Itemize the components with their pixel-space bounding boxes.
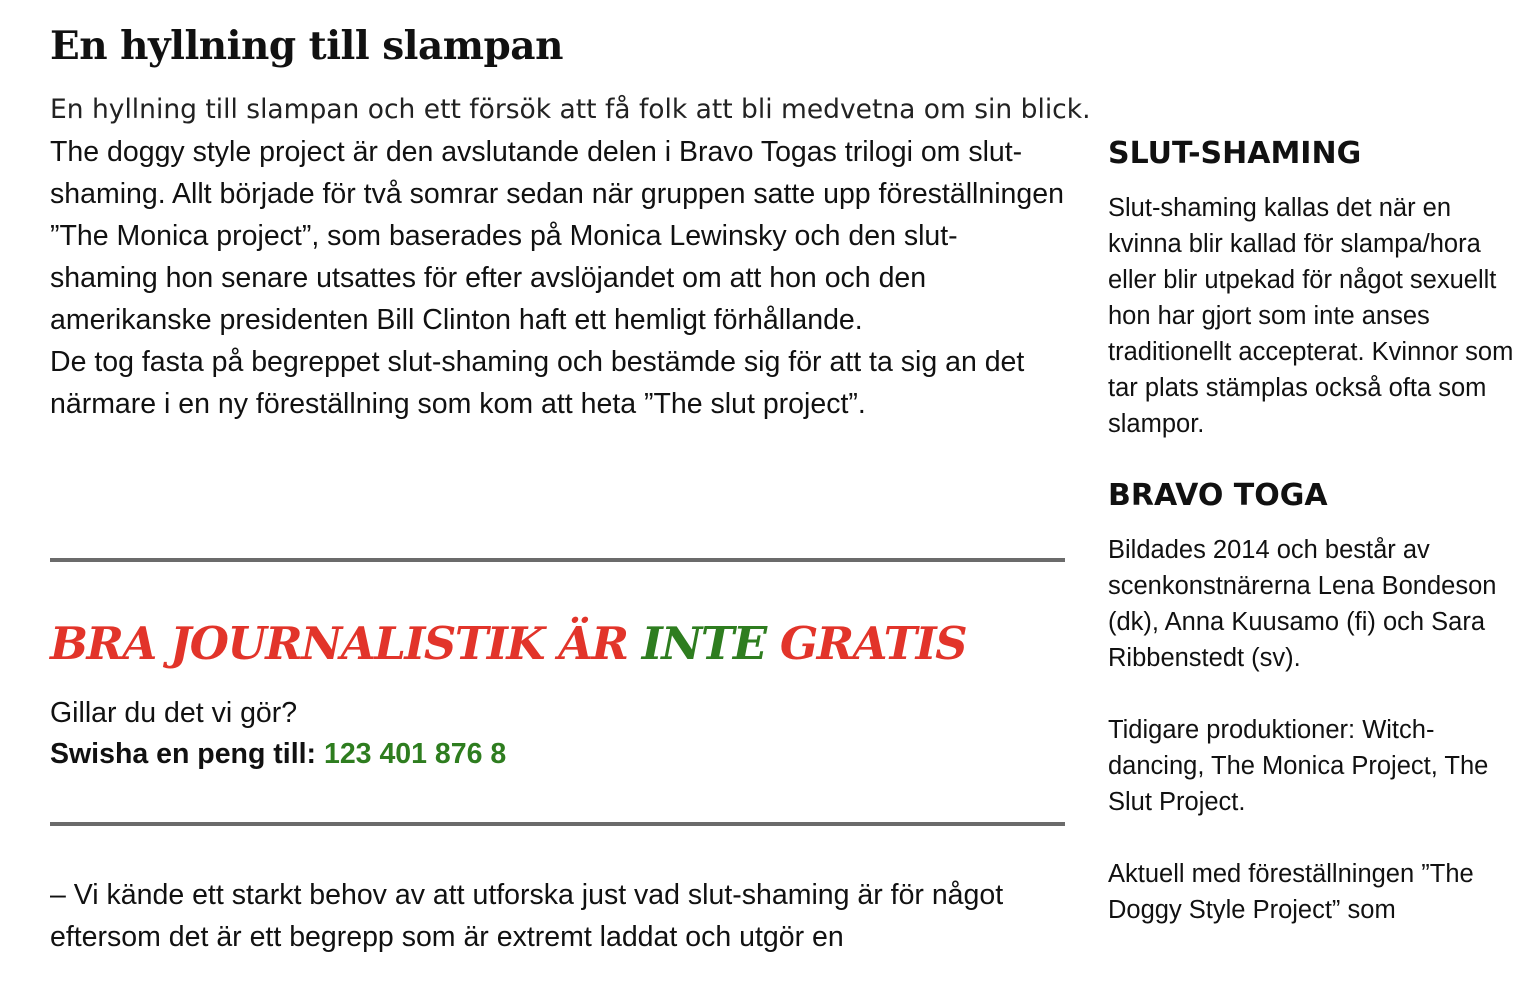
promo-headline-part: GRATIS bbox=[765, 617, 967, 670]
sidebar-text: Slut-shaming kallas det när en kvinna blir kallad för slampa/hora eller blir utpekad för något sexuellt hon har gjort som inte anses traditionellt accepterat. Kvinnor som tar plats stämplas också ofta som slampor. bbox=[1108, 194, 1514, 438]
promo-swish-line bbox=[50, 734, 506, 774]
divider bbox=[50, 822, 1065, 826]
promo-question: Gillar du det vi gör? bbox=[50, 697, 298, 729]
article-quote: – Vi kände ett starkt behov av att utforska just vad slut-shaming är för något eftersom det är ett begrepp som är extremt laddat och utgör en bbox=[50, 879, 1004, 953]
swish-label: Swisha en peng till: bbox=[50, 738, 317, 770]
sidebar-text: Tidigare produktioner: Witch-dancing, The Monica Project, The Slut Project. bbox=[1108, 716, 1489, 816]
article-title: En hyllning till slampan bbox=[50, 23, 563, 69]
promo-headline bbox=[50, 606, 966, 682]
article-ingress: En hyllning till slampan och ett försök att få folk att bli medvetna om sin blick. bbox=[50, 94, 1091, 125]
sidebar-text: Aktuell med föreställningen ”The Doggy Style Project” som bbox=[1108, 860, 1474, 924]
promo-headline-highlight: INTE bbox=[641, 617, 766, 670]
sidebar-heading-slut-shaming: SLUT-SHAMING bbox=[1108, 136, 1362, 171]
article-paragraph: The doggy style project är den avslutande delen i Bravo Togas trilogi om slut-shaming. Allt började för två somrar sedan när gruppen satte upp föreställningen ”The Monica project”, som baserades på Monica Lewinsky och den slut-shaming hon senare utsattes för efter avslöjandet om att hon och den amerikanske presidenten Bill Clinton haft ett hemligt förhållande. bbox=[50, 136, 1064, 336]
article-paragraph: De tog fasta på begreppet slut-shaming och bestämde sig för att ta sig an det närmare i en ny föreställning som kom att heta ”The slut project”. bbox=[50, 346, 1025, 420]
divider bbox=[50, 558, 1065, 562]
sidebar-text: Bildades 2014 och består av scenkonstnärerna Lena Bondeson (dk), Anna Kuusamo (fi) och Sara Ribbenstedt (sv). bbox=[1108, 536, 1497, 672]
fact-sidebar bbox=[1108, 130, 1518, 928]
swish-number: 123 401 876 8 bbox=[323, 738, 507, 770]
article-body bbox=[50, 131, 1065, 425]
sidebar-heading-bravo-toga: BRAVO TOGA bbox=[1108, 478, 1328, 513]
promo-headline-part: BRA JOURNALISTIK ÄR bbox=[50, 617, 642, 670]
